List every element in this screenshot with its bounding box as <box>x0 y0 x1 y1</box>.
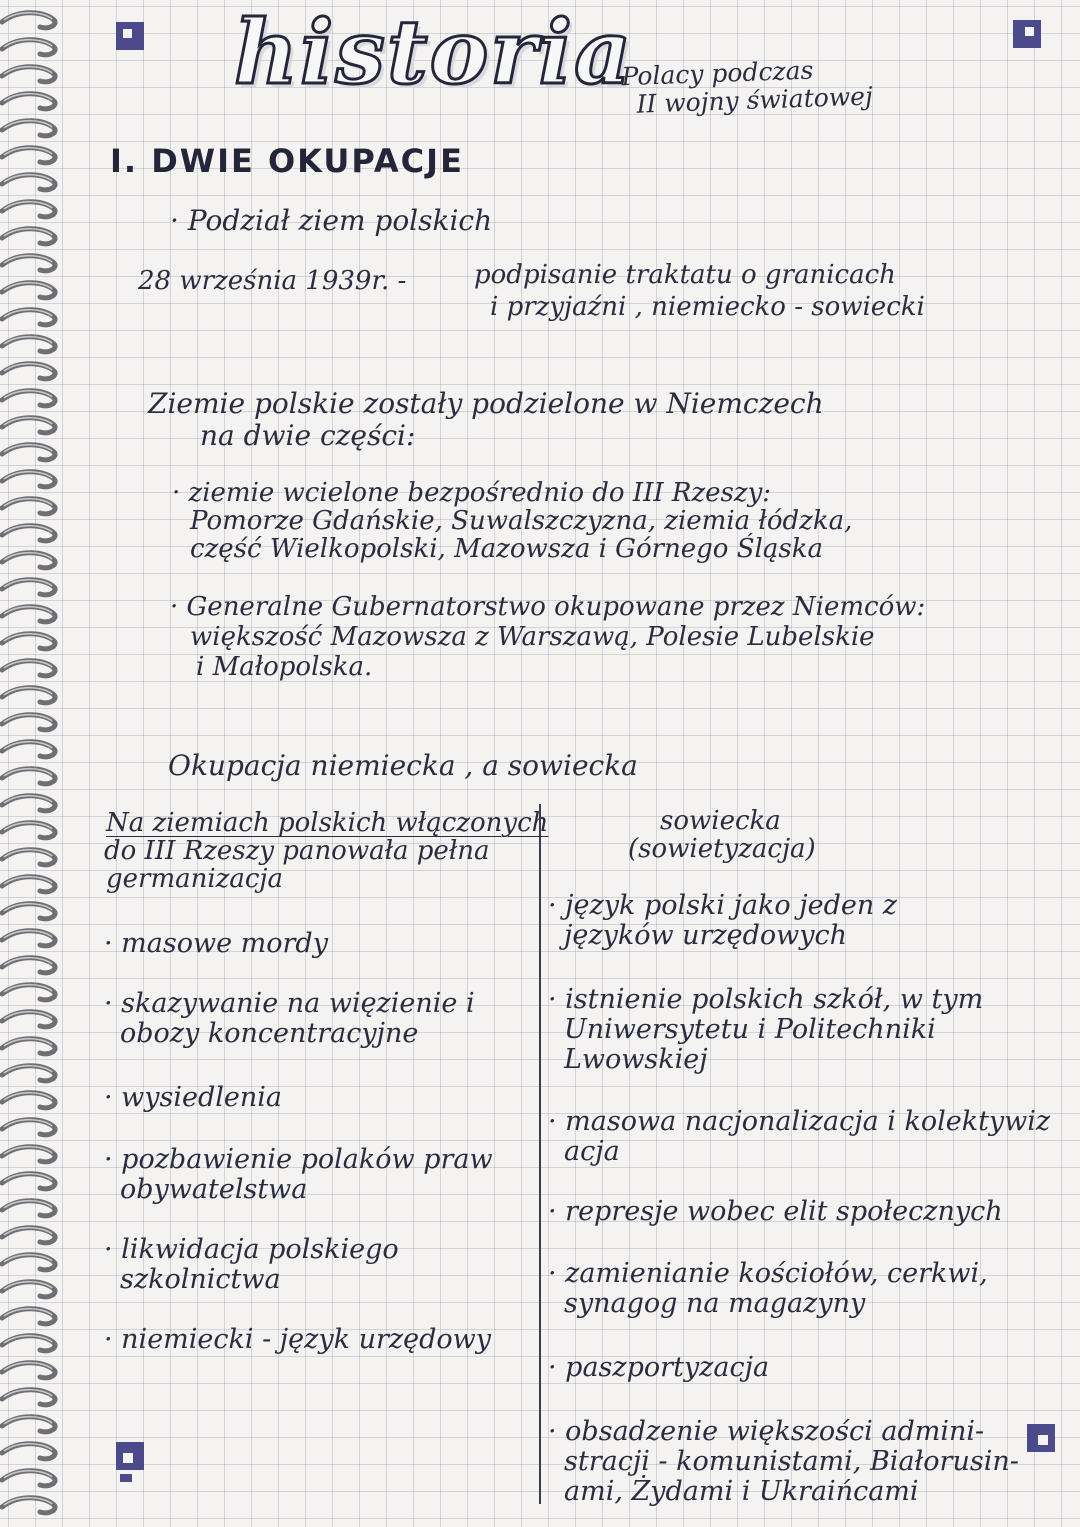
spiral-coil <box>2 580 55 595</box>
spiral-coil <box>2 823 55 838</box>
german-item-5-line-1: · likwidacja polskiego <box>104 1236 399 1263</box>
spiral-coil <box>2 472 55 487</box>
treaty-line-2: i przyjaźni , niemiecko - sowiecki <box>490 292 925 322</box>
spiral-binding <box>0 0 64 1527</box>
spiral-coil <box>2 1282 55 1297</box>
soviet-item-7-line-1: · obsadzenie większości admini- <box>548 1418 984 1445</box>
page-marker <box>120 1474 132 1482</box>
german-item-5-line-2: szkolnictwa <box>120 1264 281 1295</box>
column-divider <box>539 804 541 1504</box>
treaty-date: 28 września 1939r. - <box>138 266 407 296</box>
spiral-coil <box>2 1309 55 1324</box>
partition-item-1-line-1: · ziemie wcielone bezpośrednio do III Rzeszy: <box>172 480 771 506</box>
german-intro-line-1: Na ziemiach polskich włączonych <box>106 808 549 838</box>
page-title: historia <box>234 0 634 104</box>
spiral-coil <box>2 688 55 703</box>
spiral-coil <box>2 148 55 163</box>
soviet-heading-line-2: (sowietyzacja) <box>628 834 816 864</box>
german-item-2-line-1: · skazywanie na więzienie i <box>104 990 475 1017</box>
soviet-item-1-line-1: · język polski jako jeden z <box>548 892 897 919</box>
spiral-coil <box>2 1255 55 1270</box>
corner-mark-top-right <box>1013 20 1041 48</box>
spiral-coil <box>2 175 55 190</box>
partition-item-2-line-3: i Małopolska. <box>196 652 373 682</box>
soviet-item-5-line-2: synagog na magazyny <box>564 1288 866 1319</box>
partition-intro-line-1: Ziemie polskie zostały podzielone w Niemczech <box>148 387 824 420</box>
german-intro-line-3: germanizacja <box>106 864 283 894</box>
spiral-coil <box>2 445 55 460</box>
spiral-coil <box>2 607 55 622</box>
spiral-coil <box>2 1417 55 1432</box>
spiral-coil <box>2 1012 55 1027</box>
page-subtitle <box>621 53 923 119</box>
spiral-coil <box>2 337 55 352</box>
spiral-coil <box>2 418 55 433</box>
corner-mark-top-left <box>116 22 144 50</box>
spiral-coil <box>2 40 55 55</box>
soviet-item-2-line-3: Lwowskiej <box>564 1044 708 1075</box>
spiral-coil <box>2 499 55 514</box>
spiral-coil <box>2 1147 55 1162</box>
spiral-coil <box>2 958 55 973</box>
spiral-coil <box>2 229 55 244</box>
soviet-item-1-line-2: języków urzędowych <box>564 920 848 951</box>
spiral-coil <box>2 796 55 811</box>
spiral-coil <box>2 742 55 757</box>
spiral-coil <box>2 1363 55 1378</box>
spiral-coil <box>2 1228 55 1243</box>
spiral-coil <box>2 391 55 406</box>
german-item-6-line-1: · niemiecki - język urzędowy <box>104 1326 491 1353</box>
comparison-heading: Okupacja niemiecka , a sowiecka <box>168 749 638 782</box>
spiral-coil <box>2 256 55 271</box>
spiral-coil <box>2 1498 55 1513</box>
spiral-coil <box>2 310 55 325</box>
soviet-item-7-line-2: stracji - komunistami, Białorusin- <box>564 1446 1019 1477</box>
subtitle-line-1: Polacy podczas <box>621 55 814 92</box>
german-item-4-line-1: · pozbawienie polaków praw <box>104 1146 493 1173</box>
spiral-coil <box>2 13 55 28</box>
german-item-3-line-1: · wysiedlenia <box>104 1084 282 1111</box>
german-item-4-line-2: obywatelstwa <box>120 1174 308 1205</box>
spiral-coil <box>2 1039 55 1054</box>
soviet-item-2-line-1: · istnienie polskich szkół, w tym <box>548 986 983 1013</box>
spiral-coil <box>2 769 55 784</box>
spiral-coil <box>2 202 55 217</box>
spiral-coil <box>2 904 55 919</box>
spiral-coil <box>2 553 55 568</box>
german-item-2-line-2: obozy koncentracyjne <box>120 1018 419 1049</box>
spiral-coil <box>2 1174 55 1189</box>
spiral-coil <box>2 1444 55 1459</box>
soviet-item-3-line-1: · masowa nacjonalizacja i kolektywiz <box>548 1108 1050 1135</box>
spiral-coil <box>2 634 55 649</box>
spiral-coil <box>2 1201 55 1216</box>
spiral-coil <box>2 850 55 865</box>
partition-intro-line-2: na dwie części: <box>200 419 416 452</box>
spiral-coil <box>2 931 55 946</box>
soviet-item-3-line-2: acja <box>564 1136 620 1167</box>
german-intro-line-2: do III Rzeszy panowała pełna <box>104 836 490 866</box>
partition-item-1-line-2: Pomorze Gdańskie, Suwalszczyzna, ziemia łódzka, <box>190 506 853 536</box>
spiral-coil <box>2 877 55 892</box>
spiral-coil <box>2 67 55 82</box>
soviet-item-5-line-1: · zamienianie kościołów, cerkwi, <box>548 1260 988 1287</box>
soviet-item-2-line-2: Uniwersytetu i Politechniki <box>564 1014 936 1045</box>
spiral-coil <box>2 1336 55 1351</box>
german-item-1-line-1: · masowe mordy <box>104 930 328 957</box>
partition-heading: · Podział ziem polskich <box>170 204 493 237</box>
soviet-item-6-line-1: · paszportyzacja <box>548 1354 769 1381</box>
spiral-coil <box>2 526 55 541</box>
partition-item-2-line-2: większość Mazowsza z Warszawą, Polesie Lubelskie <box>190 622 875 652</box>
treaty-line-1: podpisanie traktatu o granicach <box>474 260 896 290</box>
spiral-coil <box>2 661 55 676</box>
soviet-item-4-line-1: · represje wobec elit społecznych <box>548 1198 1003 1225</box>
subtitle-line-2: II wojny światowej <box>636 81 874 119</box>
soviet-item-7-line-3: ami, Żydami i Ukraińcami <box>564 1476 919 1507</box>
spiral-coil <box>2 1066 55 1081</box>
spiral-coil <box>2 1093 55 1108</box>
spiral-coil <box>2 121 55 136</box>
spiral-coil <box>2 283 55 298</box>
spiral-coil <box>2 715 55 730</box>
corner-mark-bottom-right <box>1027 1424 1055 1452</box>
spiral-coil <box>2 94 55 109</box>
spiral-coil <box>2 1471 55 1486</box>
spiral-coil <box>2 364 55 379</box>
section-heading: I. DWIE OKUPACJE <box>110 142 464 180</box>
soviet-heading-line-1: sowiecka <box>660 806 781 836</box>
spiral-coil <box>2 985 55 1000</box>
partition-item-2-line-1: · Generalne Gubernatorstwo okupowane przez Niemców: <box>170 594 925 620</box>
corner-mark-bottom-left <box>116 1442 144 1470</box>
partition-item-1-line-3: część Wielkopolski, Mazowsza i Górnego Śląska <box>190 534 823 564</box>
spiral-coil <box>2 1120 55 1135</box>
spiral-coil <box>2 1390 55 1405</box>
